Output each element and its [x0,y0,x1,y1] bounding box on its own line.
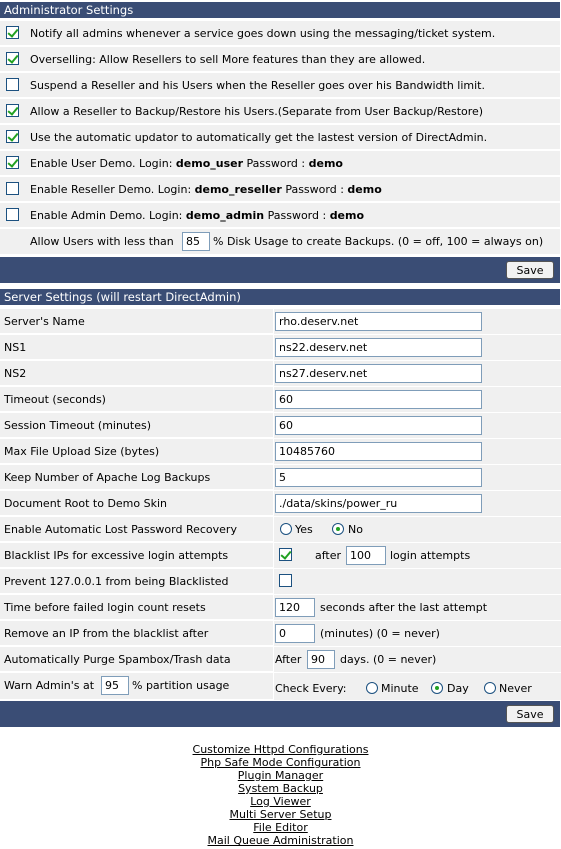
option-row-updator [0,125,560,150]
reset-time-suffix: seconds after the last attempt [320,601,488,614]
link-file-editor[interactable]: File Editor [253,821,308,834]
blacklist-after-label: after [315,549,342,562]
field-row-purge [0,647,560,672]
field-row-server-name [0,309,560,334]
log-backups-input[interactable]: 5 [275,468,482,487]
field-label: Remove an IP from the blacklist after [4,627,209,640]
option-row-reseller-demo [0,177,560,202]
option-label: Suspend a Reseller and his Users when the Reseller goes over his Bandwidth limit. [30,79,485,92]
blacklist-checkbox[interactable] [279,548,292,561]
field-label: Keep Number of Apache Log Backups [4,471,211,484]
check-every-label: Check Every: [275,682,347,695]
link-multi-server[interactable]: Multi Server Setup [229,808,332,821]
disk-usage-suffix: % Disk Usage to create Backups. (0 = off, 100 = always on) [213,235,544,248]
field-row-warn [0,673,560,700]
option-row-user-demo [0,151,560,176]
minute-label: Minute [381,682,419,695]
admin-save-button[interactable]: Save [506,261,554,279]
check-day-radio[interactable] [431,682,443,694]
admin-settings-header: Administrator Settings [0,2,560,18]
field-row-max-upload [0,439,560,464]
purge-prefix: After [275,653,302,666]
user-demo-checkbox[interactable] [6,156,19,169]
field-row-ns2 [0,361,560,386]
field-label: Automatically Purge Spambox/Trash data [4,653,231,666]
never-label: Never [499,682,532,695]
link-php-safe-mode[interactable]: Php Safe Mode Configuration [200,756,361,769]
field-row-ns1 [0,335,560,360]
remove-ip-suffix: (minutes) (0 = never) [320,627,440,640]
field-row-remove-ip [0,621,560,646]
lost-password-yes-radio[interactable] [280,523,292,535]
remove-ip-input[interactable]: 0 [275,624,315,643]
option-label: Enable Reseller Demo. Login: demo_reseller Password : demo [30,183,382,196]
lost-password-no-radio[interactable] [332,523,344,535]
check-never-radio[interactable] [484,682,496,694]
ns2-input[interactable]: ns27.deserv.net [275,364,482,383]
warn-prefix: Warn Admin's at [4,679,95,692]
link-log-viewer[interactable]: Log Viewer [250,795,311,808]
field-label: Enable Automatic Lost Password Recovery [4,523,237,536]
yes-label: Yes [295,523,313,536]
server-save-button[interactable]: Save [506,705,554,723]
option-label: Notify all admins whenever a service goes down using the messaging/ticket system. [30,27,496,40]
notify-admins-checkbox[interactable] [6,26,19,39]
link-plugin-manager[interactable]: Plugin Manager [237,769,324,782]
field-label: NS2 [4,367,27,380]
purge-suffix: days. (0 = never) [340,653,437,666]
server-settings-header: Server Settings (will restart DirectAdmin) [0,289,560,305]
field-row-demo-root [0,491,560,516]
field-label: Session Timeout (minutes) [4,419,152,432]
field-row-lost-password [0,517,560,542]
field-label: Blacklist IPs for excessive login attempts [4,549,229,562]
field-label: Max File Upload Size (bytes) [4,445,160,458]
ns1-input[interactable]: ns22.deserv.net [275,338,482,357]
option-label: Enable Admin Demo. Login: demo_admin Password : demo [30,209,365,222]
link-httpd-config[interactable]: Customize Httpd Configurations [192,743,369,756]
disk-usage-input[interactable]: 85 [182,232,210,251]
auto-updator-checkbox[interactable] [6,130,19,143]
reseller-demo-checkbox[interactable] [6,182,19,195]
link-system-backup[interactable]: System Backup [238,782,323,795]
day-label: Day [447,682,469,695]
blacklist-attempts-input[interactable]: 100 [346,546,386,565]
field-row-timeout [0,387,560,412]
option-label: Allow a Reseller to Backup/Restore his Users.(Separate from User Backup/Restore) [30,105,484,118]
link-mail-queue[interactable]: Mail Queue Administration [207,834,354,847]
reseller-backup-checkbox[interactable] [6,104,19,117]
option-label: Enable User Demo. Login: demo_user Password : demo [30,157,343,170]
field-label: Server's Name [4,315,85,328]
option-row-suspend [0,73,560,98]
field-label: Time before failed login count resets [4,601,206,614]
field-row-prevent-local [0,569,560,594]
admin-links [0,743,561,847]
suspend-reseller-checkbox[interactable] [6,78,19,91]
field-row-blacklist [0,543,560,568]
field-row-reset-time [0,595,560,620]
option-row-notify [0,21,560,46]
no-label: No [348,523,363,536]
disk-usage-row [0,229,560,255]
field-label: Timeout (seconds) [4,393,106,406]
disk-usage-prefix: Allow Users with less than [30,235,174,248]
purge-days-input[interactable]: 90 [307,650,335,669]
warn-suffix: % partition usage [132,679,230,692]
timeout-input[interactable]: 60 [275,390,482,409]
max-upload-input[interactable]: 10485760 [275,442,482,461]
option-row-admin-demo [0,203,560,228]
warn-partition-input[interactable]: 95 [101,676,129,695]
prevent-local-checkbox[interactable] [279,574,292,587]
field-label: Prevent 127.0.0.1 from being Blacklisted [4,575,229,588]
demo-root-input[interactable]: ./data/skins/power_ru [275,494,482,513]
reset-time-input[interactable]: 120 [275,598,315,617]
field-label: Document Root to Demo Skin [4,497,168,510]
field-label: NS1 [4,341,27,354]
option-label: Overselling: Allow Resellers to sell More features than they are allowed. [30,53,426,66]
field-row-log-backups [0,465,560,490]
blacklist-suffix: login attempts [390,549,471,562]
admin-save-bar [0,257,560,283]
admin-demo-checkbox[interactable] [6,208,19,221]
option-row-overselling [0,47,560,72]
option-row-backup [0,99,560,124]
server-save-bar [0,701,560,727]
session-timeout-input[interactable]: 60 [275,416,482,435]
option-label: Use the automatic updator to automatically get the lastest version of DirectAdmin. [30,131,488,144]
server-name-input[interactable]: rho.deserv.net [275,312,482,331]
overselling-checkbox[interactable] [6,52,19,65]
field-row-session-timeout [0,413,560,438]
check-minute-radio[interactable] [366,682,378,694]
